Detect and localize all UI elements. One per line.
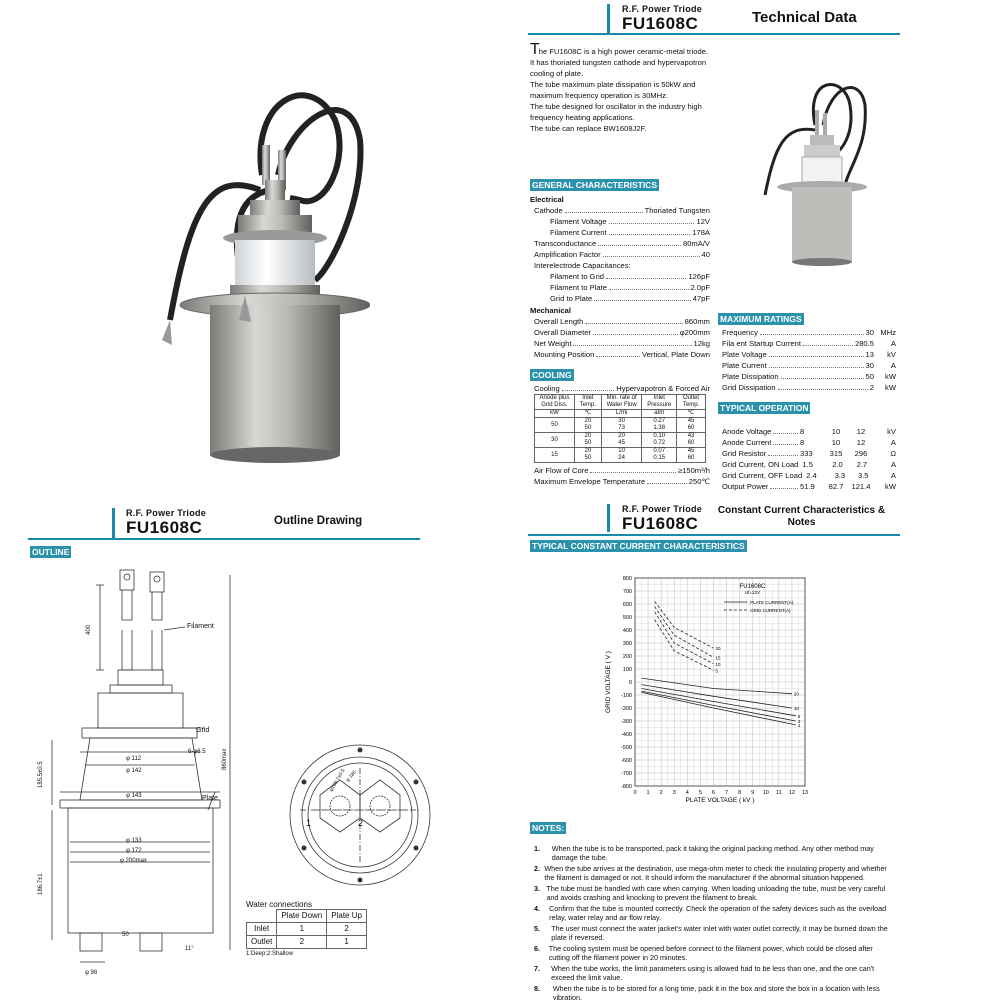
plate-current-curve [642,678,792,694]
outline-drawing [30,560,450,980]
dim-860: 860max [222,748,228,770]
svg-text:50: 50 [122,932,129,938]
header-subtitle: R.F. Power Triode [622,504,703,514]
note-item: 5. The user must connect the water jacket's water inlet with water outlet correctly, it may be burned down the plate if reversed. [534,924,888,942]
typical-row: Grid Current, ON Load 1.5 2.0 2.7 A [722,460,897,469]
y-tick-label: 500 [622,615,632,621]
spec-row: Filament Current 178A [550,228,710,237]
note-item: 7. When the tube works, the limit parameters using is allowed had to be less than one, and the one can't exceed the limit value. [534,964,875,982]
y-tick-label: -500 [620,745,632,751]
x-tick-label: 1 [646,790,650,796]
cooling-tag: COOLING [532,370,572,380]
x-tick-label: 11 [775,790,782,796]
typical-row: Output Power 51.9 82.7 121.4 kW [722,482,896,491]
plate-current-curve [642,691,796,721]
label-holes: 6-φ6.5 [188,749,206,755]
y-tick-label: -100 [620,693,632,699]
x-tick-label: 13 [801,790,809,796]
y-tick-label: 400 [622,628,632,634]
spec-row: Net Weight 12kg [534,339,710,348]
note-item: 3. The tube must be handled with care when carrying. When loading unloading the tube, must be very careful and avoids crashing and knocking to prevent the filament to break. [534,884,886,902]
svg-text:φ 98: φ 98 [85,970,98,976]
header-model: FU1608C [622,514,699,533]
plate-current-curve-label: 2 [797,719,801,724]
svg-text:1: 1 [306,818,312,828]
plate-current-curve-label: 5 [797,713,801,719]
rating-row: Frequency 30 MHz [722,328,896,337]
plate-current-curve-label: 20 [793,691,799,697]
cooling-table: Anode plus Grid Diss. Inlet Temp. Min. rate of Water Flow Inlet Pressure Outlet Temp. kW ℃ L/mi atm ℃ 50 20 50 30 73 0.27 1.38 45 60 30 20 50 20 45 0.10 0.72 43 60 15 20 50 10 24 0.07 0.15 45 60 [534,394,706,463]
label-filament: Filament [187,623,214,630]
chart-subtitle: Uf=12V [744,590,760,595]
spec-row: Mounting Position Vertical, Plate Down [534,350,710,359]
envelope-temp: Maximum Envelope Temperature 250℃ [534,477,710,486]
rating-row: Plate Dissipation 50 kW [722,372,896,381]
spec-row: Filament to Grid 126pF [550,272,710,281]
y-tick-label: -400 [620,732,632,738]
spec-row: Interelectrode Capacitances: [534,261,631,270]
x-tick-label: 7 [725,790,729,796]
y-tick-label: 100 [622,667,632,673]
typical-row: Grid Resistor 333 315 296 Ω [722,449,896,458]
typical-operation-tag: TYPICAL OPERATION [720,403,809,413]
header-subtitle: R.F. Power Triode [126,508,207,518]
dim-400: 400 [86,624,92,635]
air-flow: Air Flow of Core ≥150m³/h [534,466,710,475]
x-axis-label: PLATE VOLTAGE ( kV ) [685,797,755,804]
rating-row: Grid Dissipation 2 kW [722,383,896,392]
spec-row: Transconductance 80mA/V [534,239,710,248]
maximum-ratings-tag: MAXIMUM RATINGS [720,314,802,324]
x-tick-label: 12 [788,790,795,796]
tube-photo-large [150,80,370,480]
note-item: 2. When the tube arrives at the destination, use mega-ohm meter to check the insulating property and whether the filament is damaged or not. It should inform the manufacturer if the abnormal situation happened. [534,864,887,882]
plate-current-curve-label: 1 [797,722,801,728]
spec-row: Filament Voltage 12V [550,217,710,226]
label-plate: Plate [202,795,218,802]
svg-text:φ 133: φ 133 [126,838,142,844]
intro-text: The FU1608C is a high power ceramic-metal triode. It has thoriated tungsten cathode and hypervapotron cooling of plate. The tube maximum plate dissipation is 50kW and maximum frequency operation is 30MHz. The tube designed for oscillator in the industry high frequency heating applications. The tube can replace BW1608J2F. [530,41,709,133]
outline-tag: OUTLINE [32,547,70,557]
typical-row: Grid Current, OFF Load 2.4 3.3 3.5 A [722,471,896,480]
header-model: FU1608C [622,14,699,33]
notes-tag: NOTES: [532,823,565,833]
svg-text:φ 172: φ 172 [126,848,142,854]
y-tick-label: -200 [620,706,632,712]
x-tick-label: 8 [738,790,742,796]
constant-current-chart [600,560,820,812]
tube-photo-small [760,75,870,275]
svg-text:φ 180: φ 180 [344,769,358,784]
typical-row: Anode Current 8 10 12 A [722,438,896,447]
grid-current-curve-label: 10 [715,661,721,667]
section-title: Constant Current Characteristics & Notes [717,505,886,528]
grid-current-curve-label: 15 [715,655,721,661]
cooling-method: Cooling Hypervapotron & Forced Air [534,384,710,393]
water-connections-note: 1:Deep;2:Shallow [246,951,294,957]
legend-plate-label: PLATE CURRENT(A) [750,600,794,605]
notes-list [534,844,890,1004]
spec-row: Amplification Factor 40 [534,250,710,259]
chart-title: FU1608C [739,584,766,590]
header-subtitle: R.F. Power Triode [622,4,703,14]
y-tick-label: -700 [620,771,632,777]
typical-row: Anode Voltage 8 10 12 kV [722,427,896,436]
grid-current-curve-label: 5 [715,668,718,674]
x-tick-label: 10 [762,790,769,796]
y-axis-label: GRID VOLTAGE ( V ) [605,651,612,713]
mechanical-list [530,316,710,360]
y-tick-label: 700 [622,589,632,595]
legend-grid-label: GRID CURRENT(A) [750,608,791,613]
electrical-list [530,205,710,304]
y-tick-label: -600 [620,758,632,764]
svg-text:φ 142: φ 142 [126,768,142,774]
water-connections-table: Plate Down Plate Up Inlet 1 2 Outlet 2 1 [246,909,367,949]
spec-row: Grid to Plate 47pF [550,294,710,303]
y-tick-label: 200 [622,654,632,660]
spec-row: Overall Length 860mm [534,317,710,326]
x-tick-label: 5 [698,790,702,796]
plate-current-curve [642,685,792,708]
rating-row: Plate Current 30 A [722,361,896,370]
water-connections-title: Water connections [246,900,312,909]
section-title: Technical Data [752,9,857,26]
maximum-ratings-list [718,327,896,393]
rating-row: Plate Voltage 13 kV [722,350,896,359]
y-tick-label: -800 [620,784,632,790]
svg-text:φ 112: φ 112 [126,756,142,762]
label-grid: Grid [196,727,210,734]
svg-text:11°: 11° [185,946,194,952]
note-item: 8. When the tube is to be stored for a long time, pack it in the box and store the box in a location with less vibration. [534,984,880,1002]
spec-row: Cathode Thoriated Tungsten [534,206,710,215]
note-item: 6. The cooling system must be opened before connect to the filament power, which could be closed after cutting off the filament power in 20 minutes. [534,944,873,962]
x-tick-label: 4 [685,790,689,796]
general-characteristics-tag: GENERAL CHARACTERISTICS [532,180,657,190]
grid-current-curve-label: 20 [715,646,721,652]
section-title: Outline Drawing [274,515,363,527]
dim-186: 186.7±1 [38,873,44,895]
note-item: 4. Confirm that the tube is mounted correctly. Check the operation of the safety devices such as the overload relay, water relay and air flow relay. [534,904,887,922]
x-tick-label: 9 [751,790,755,796]
svg-text:2: 2 [358,818,364,828]
y-tick-label: 300 [622,641,632,647]
x-tick-label: 0 [633,790,637,796]
y-tick-label: 0 [628,680,632,686]
mechanical-label: Mechanical [530,306,571,315]
rating-row: Fila ent Startup Current 280.5 A [722,339,896,348]
y-tick-label: -300 [620,719,632,725]
spec-row: Filament to Plate 2.0pF [550,283,710,292]
plate-current-curve-label: 10 [793,706,799,711]
electrical-label: Electrical [530,195,564,204]
y-tick-label: 600 [622,602,632,608]
y-tick-label: 800 [622,576,632,582]
header-model: FU1608C [126,518,203,537]
typical-operation-list [718,426,896,492]
x-tick-label: 3 [672,790,676,796]
spec-row: Overall Diameter φ200mm [534,328,710,337]
dim-185: 185.5±0.5 [38,761,44,788]
x-tick-label: 2 [659,790,663,796]
svg-text:φ 200max: φ 200max [120,858,147,864]
svg-text:φ 143: φ 143 [126,793,142,799]
x-tick-label: 6 [711,790,715,796]
svg-text:φ166.7±0.5: φ166.7±0.5 [328,767,347,793]
cc-tag: TYPICAL CONSTANT CURRENT CHARACTERISTICS [532,541,745,551]
note-item: 1. When the tube is to be transported, pack it taking the original packing method. Any other method may damage the tube. [534,844,874,862]
